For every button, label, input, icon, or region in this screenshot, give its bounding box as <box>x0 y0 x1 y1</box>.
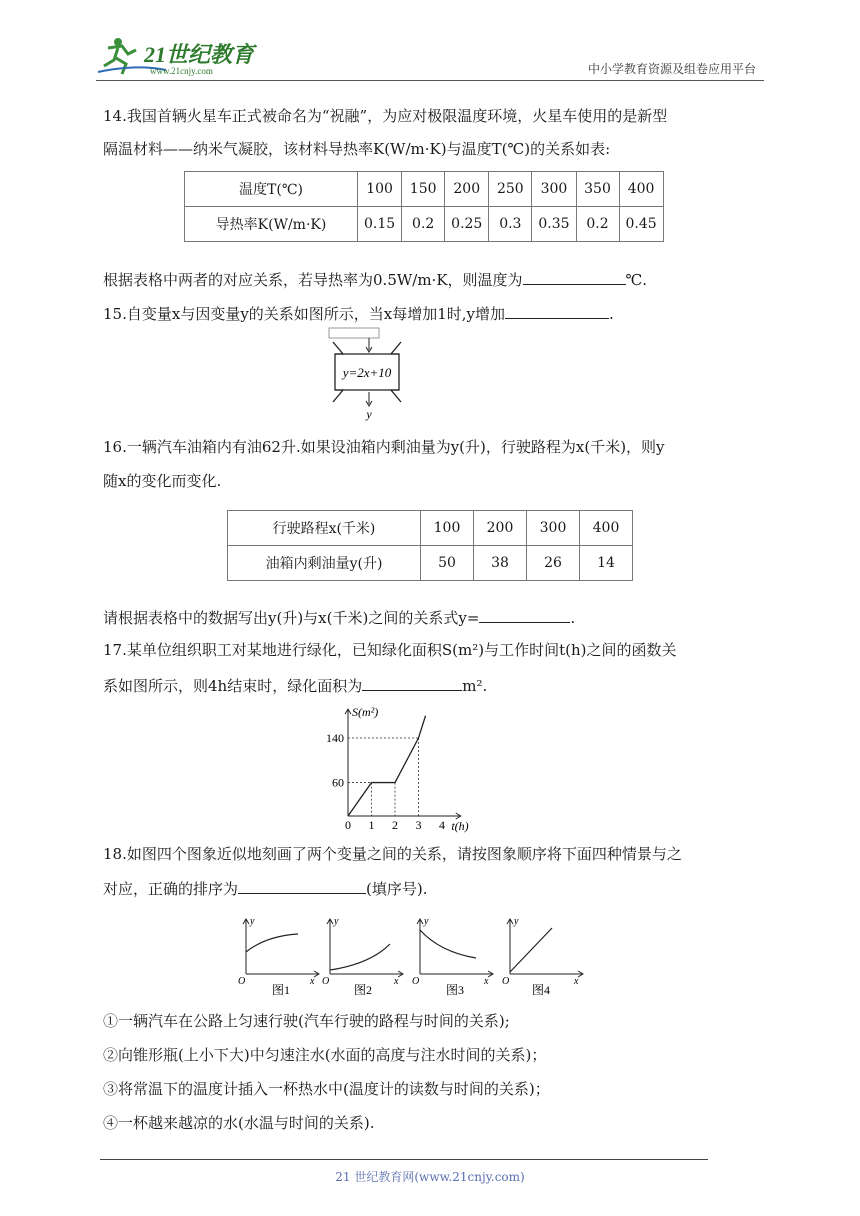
table-cell: 0.15 <box>358 207 402 242</box>
q14-line2: 隔温材料——纳米气凝胶，该材料导热率K(W/m·K)与温度T(℃)的关系如表: <box>103 140 611 158</box>
q18-line2-text: 对应，正确的排序为 <box>103 880 239 898</box>
table-cell: 50 <box>421 546 474 581</box>
q17-line1: 17.某单位组织职工对某地进行绿化，已知绿化面积S(m²)与工作时间t(h)之间的函数关 <box>103 641 677 659</box>
q14-table <box>184 171 664 242</box>
q17-chart <box>320 698 490 834</box>
q16-line3 <box>103 606 575 628</box>
footer-divider <box>100 1159 708 1160</box>
graph-4-y-label: y <box>514 916 519 927</box>
q18-line2 <box>103 877 428 899</box>
machine-right-edge <box>391 342 401 402</box>
graph-1-y-label: y <box>250 916 255 927</box>
logo-url: www.21cnjy.com <box>150 66 213 76</box>
answer-blank[interactable] <box>479 606 570 623</box>
table-cell: 200 <box>445 172 489 207</box>
q16-table <box>227 510 633 581</box>
input-box <box>329 328 379 338</box>
y-axis-label: S(m²) <box>352 705 379 720</box>
graph-3-curve <box>420 930 476 958</box>
graph-1 <box>238 916 319 997</box>
graph-4 <box>502 916 583 997</box>
q18-option-1: ①一辆汽车在公路上匀速行驶(汽车行驶的路程与时间的关系); <box>103 1012 510 1030</box>
site-logo[interactable] <box>96 34 266 78</box>
graph-3-y-label: y <box>424 916 429 927</box>
answer-blank[interactable] <box>505 302 609 319</box>
table-header-cell: 油箱内剩油量y(升) <box>228 546 421 581</box>
table-cell: 400 <box>619 172 663 207</box>
graph-4-line <box>510 928 552 972</box>
q15-line1-text: 15.自变量x与因变量y的关系如图所示，当x每增加1时,y增加 <box>103 305 506 323</box>
q14-line3-tail: ℃. <box>625 271 648 289</box>
graph-2-origin-label: O <box>322 976 330 987</box>
q18-graphs <box>230 910 590 1005</box>
table-cell: 26 <box>527 546 580 581</box>
table-header-cell: 行驶路程x(千米) <box>228 511 421 546</box>
q16-line1: 16.一辆汽车油箱内有油62升.如果设油箱内剩油量为y(升)，行驶路程为x(千米)，则y <box>103 438 665 456</box>
table-row <box>185 172 664 207</box>
q14-line1: 14.我国首辆火星车正式被命名为“祝融”，为应对极限温度环境，火星车使用的是新型 <box>103 107 668 125</box>
table-cell: 0.3 <box>489 207 532 242</box>
q16-line2: 随x的变化而变化. <box>103 472 222 490</box>
answer-blank[interactable] <box>238 877 366 894</box>
table-cell: 0.25 <box>445 207 489 242</box>
graph-4-origin-label: O <box>502 976 510 987</box>
table-cell: 400 <box>580 511 633 546</box>
q18-line1: 18.如图四个图象近似地刻画了两个变量之间的关系，请按图象顺序将下面四种情景与之 <box>103 845 682 863</box>
table-header-cell: 导热率K(W/m·K) <box>185 207 358 242</box>
table-cell: 300 <box>532 172 576 207</box>
q15-function-machine <box>325 326 415 422</box>
q16-line3-tail: . <box>570 609 576 627</box>
table-cell: 100 <box>358 172 402 207</box>
q17-line2-tail: m². <box>462 677 488 695</box>
table-cell: 300 <box>527 511 580 546</box>
q14-line3-text: 根据表格中两者的对应关系，若导热率为0.5W/m·K，则温度为 <box>103 271 523 289</box>
x-axis-label: t(h) <box>451 819 469 833</box>
q18-option-4: ④一杯越来越凉的水(水温与时间的关系). <box>103 1114 375 1132</box>
graph-1-x-label: x <box>310 976 315 987</box>
x-tick-label: 4 <box>439 818 445 832</box>
q18-line2-tail: (填序号). <box>366 880 428 898</box>
table-cell: 200 <box>474 511 527 546</box>
table-cell: 0.2 <box>402 207 445 242</box>
graph-3-caption: 图3 <box>446 983 465 997</box>
graph-2 <box>322 916 403 997</box>
header-platform-text: 中小学教育资源及组卷应用平台 <box>587 62 756 76</box>
table-cell: 250 <box>489 172 532 207</box>
graph-3-origin-label: O <box>412 976 420 987</box>
machine-output-label: y <box>366 407 372 421</box>
graph-1-curve <box>246 934 298 952</box>
header-divider <box>96 80 764 81</box>
graph-1-caption: 图1 <box>272 983 291 997</box>
graph-3-x-label: x <box>484 976 489 987</box>
graph-3 <box>412 916 493 997</box>
q18-option-2: ②向锥形瓶(上小下大)中匀速注水(水面的高度与注水时间的关系)； <box>103 1046 547 1064</box>
logo-text: 21世纪教育 <box>144 42 255 67</box>
q18-option-3: ③将常温下的温度计插入一杯热水中(温度计的读数与时间的关系)； <box>103 1080 550 1098</box>
y-tick-label: 60 <box>332 775 344 790</box>
graph-4-x-label: x <box>574 976 579 987</box>
graph-1-origin-label: O <box>238 976 246 987</box>
answer-blank[interactable] <box>362 674 462 691</box>
x-tick-label: 0 <box>345 818 351 832</box>
x-tick-label: 2 <box>392 818 398 832</box>
graph-2-x-label: x <box>394 976 399 987</box>
table-cell: 150 <box>402 172 445 207</box>
table-cell: 100 <box>421 511 474 546</box>
q16-line3-text: 请根据表格中的数据写出y(升)与x(千米)之间的关系式y= <box>103 609 480 627</box>
footer-link[interactable]: 21 世纪教育网(www.21cnjy.com) <box>335 1170 525 1184</box>
q17-line2 <box>103 674 487 696</box>
table-cell: 38 <box>474 546 527 581</box>
machine-formula: y=2x+10 <box>342 365 392 380</box>
table-cell: 0.2 <box>576 207 619 242</box>
x-tick-label: 3 <box>415 818 422 832</box>
series-line <box>348 716 426 816</box>
table-cell: 350 <box>576 172 619 207</box>
machine-left-edge <box>333 342 343 402</box>
q15-line1-tail: . <box>609 305 614 323</box>
x-tick-label: 1 <box>368 818 375 832</box>
table-header-cell: 温度T(℃) <box>185 172 358 207</box>
graph-2-y-label: y <box>334 916 339 927</box>
graph-4-caption: 图4 <box>532 983 551 997</box>
graph-2-curve <box>330 944 390 970</box>
answer-blank[interactable] <box>523 268 626 285</box>
table-row <box>185 207 664 242</box>
table-cell: 0.35 <box>532 207 576 242</box>
q14-line3 <box>103 268 647 290</box>
table-row <box>228 546 633 581</box>
table-cell: 0.45 <box>619 207 663 242</box>
q17-line2-text: 系如图所示，则4h结束时，绿化面积为 <box>103 677 363 695</box>
table-cell: 14 <box>580 546 633 581</box>
y-tick-label: 140 <box>326 731 344 745</box>
q15-line1 <box>103 302 614 324</box>
table-row <box>228 511 633 546</box>
graph-2-caption: 图2 <box>354 983 373 997</box>
